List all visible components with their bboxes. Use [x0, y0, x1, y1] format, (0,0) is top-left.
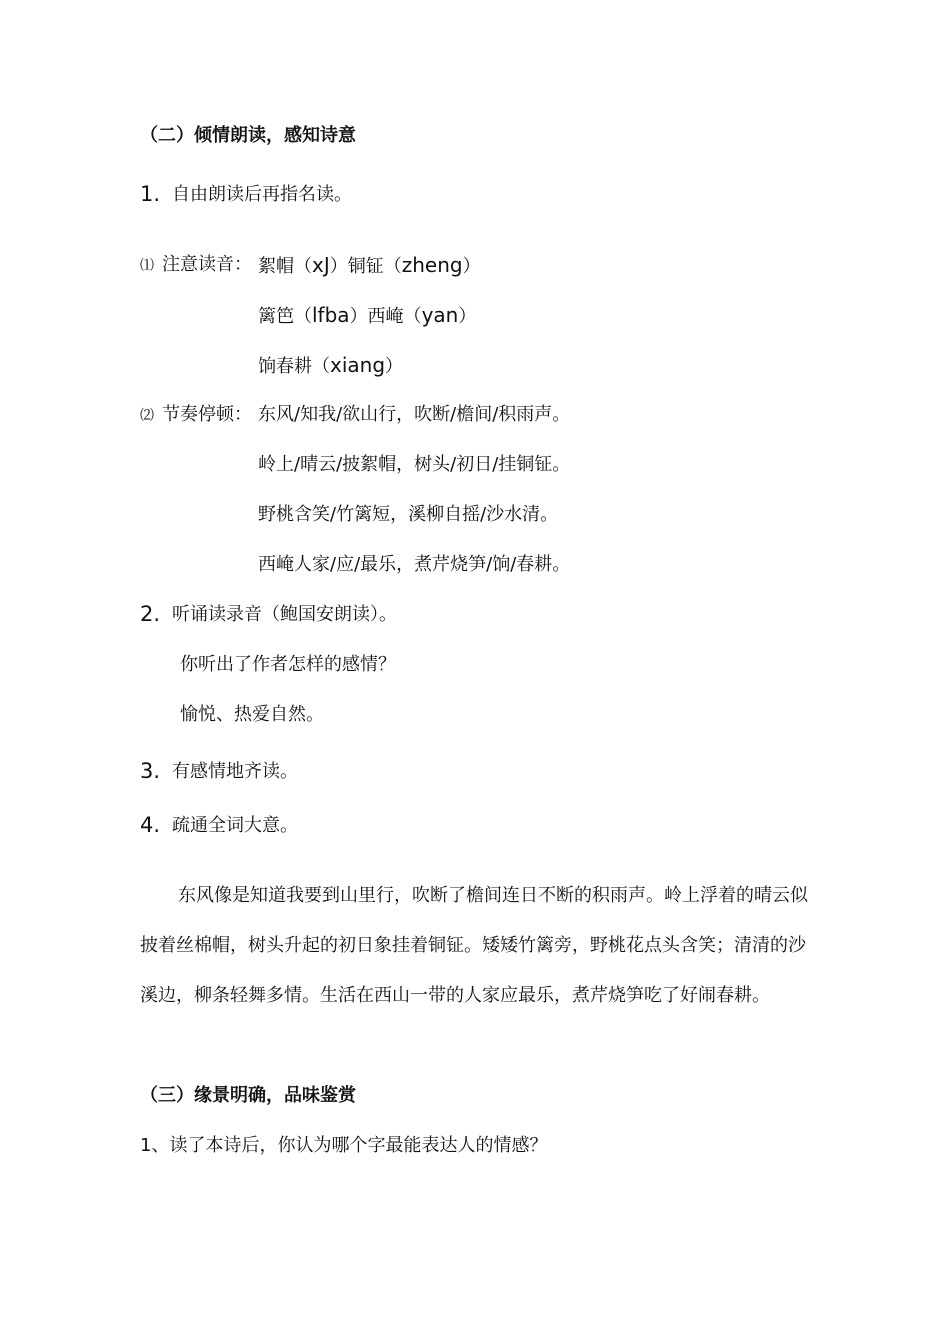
rhythm-line: 东风/知我/欲山行，吹断/檐间/积雨声。: [258, 404, 571, 425]
item1-number: 1.: [140, 182, 161, 206]
pronunciation-line: [258, 353, 403, 379]
pinyin: yan: [421, 303, 459, 327]
rhythm-line: 西崦人家/应/最乐，煮芹烧笋/饷/春耕。: [258, 554, 571, 575]
char-text: 篱笆（: [258, 306, 312, 327]
section2-heading: （二）倾情朗读，感知诗意: [140, 125, 356, 146]
pronunciation-label: 注意读音：: [162, 254, 252, 275]
pinyin: xiang: [330, 353, 386, 377]
item1-text: 自由朗读后再指名读。: [172, 184, 352, 205]
pinyin: zheng: [401, 253, 463, 277]
item2-number: 2.: [140, 602, 161, 626]
char-text: ）: [458, 306, 477, 327]
rhythm-line: 野桃含笑/竹篱短，溪柳自摇/沙水清。: [258, 504, 559, 525]
char-text: ）西崦（: [349, 306, 422, 327]
item4-number: 4.: [140, 813, 161, 837]
item2-question: 你听出了作者怎样的感情？: [180, 654, 396, 675]
char-text: ）: [385, 356, 404, 377]
pinyin: xJ: [312, 253, 330, 277]
pronunciation-line: [258, 253, 481, 279]
rhythm-label: 节奏停顿：: [162, 404, 252, 425]
pinyin: lfba: [312, 303, 350, 327]
item2-answer: 愉悦、热爱自然。: [180, 704, 324, 725]
char-text: ）: [462, 256, 481, 277]
item4-text: 疏通全词大意。: [172, 815, 298, 836]
rhythm-line: 岭上/晴云/披絮帽，树头/初日/挂铜钲。: [258, 454, 571, 475]
pronunciation-line: [258, 303, 476, 329]
char-text: 絮帽（: [258, 256, 312, 277]
paraphrase-paragraph: 东风像是知道我要到山里行，吹断了檐间连日不断的积雨声。岭上浮着的晴云似披着丝棉帽，树头升起的初日象挂着铜钲。矮矮竹篱旁，野桃花点头含笑；清清的沙溪边，柳条轻舞多情。生活在西山一带的人家应最乐，煮芹烧笋吃了好闹春耕。: [140, 885, 808, 1006]
char-text: ）铜钲（: [329, 256, 402, 277]
item2-text: 听诵读录音（鲍国安朗读）。: [172, 604, 397, 625]
section3-heading: （三）缘景明确，品味鉴赏: [140, 1085, 356, 1106]
rhythm-marker: ⑵: [140, 408, 154, 424]
char-text: 饷春耕（: [258, 356, 330, 377]
pronunciation-marker: ⑴: [140, 258, 154, 274]
section3-question-1: 1、读了本诗后，你认为哪个字最能表达人的情感？: [140, 1135, 548, 1156]
item3-text: 有感情地齐读。: [172, 761, 298, 782]
item3-number: 3.: [140, 759, 161, 783]
